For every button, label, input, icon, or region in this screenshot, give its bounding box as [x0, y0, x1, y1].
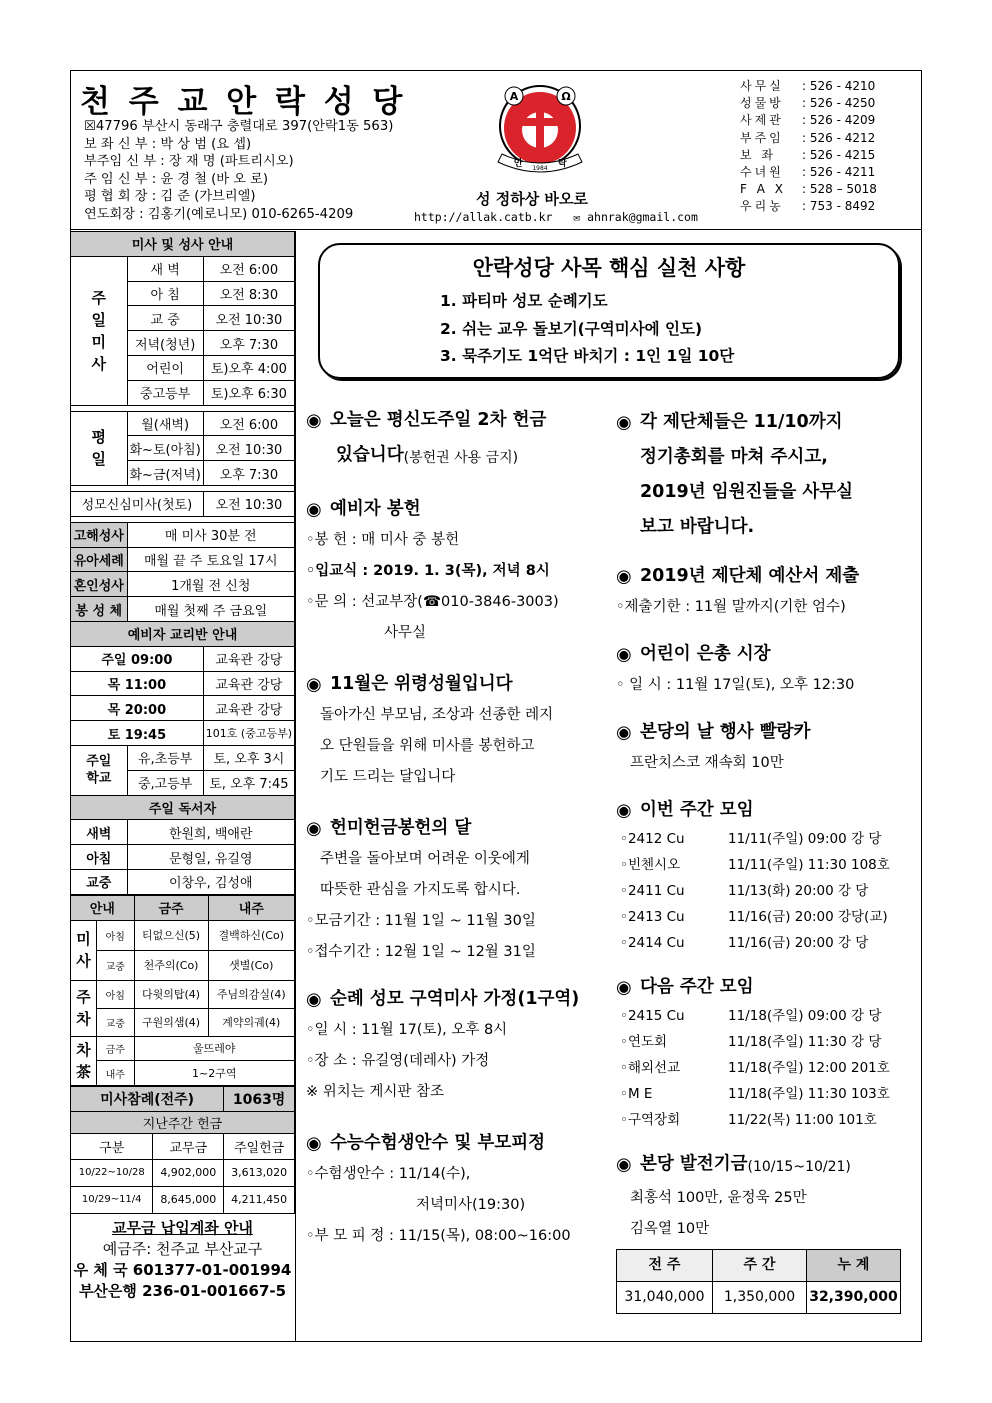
- notice-line: ◦장 소 : 유길영(데레사) 가정: [306, 1053, 490, 1069]
- notice-line: 최홍석 100만, 윤정욱 25만: [630, 1190, 807, 1206]
- phone-row: 수녀원 : 526 - 4211: [740, 165, 876, 180]
- bullet-icon: ◉: [616, 412, 632, 433]
- notice-line: ◦입교식 : 2019. 1. 3(목), 저녁 8시: [306, 563, 550, 579]
- phone-row: 성물방 : 526 - 4250: [740, 96, 876, 111]
- catechumen-title: 예비자 교리반 안내: [71, 621, 295, 646]
- bullet-icon: ◉: [306, 818, 322, 839]
- bullet-icon: ◉: [616, 566, 632, 587]
- notice-line: ◦수험생안수 : 11/14(수),: [306, 1166, 471, 1182]
- phone-row: 사무실 : 526 - 4210: [740, 79, 876, 93]
- bullet-icon: ◉: [306, 410, 322, 431]
- priorities-title: 안락성당 사목 핵심 실천 사항: [472, 256, 746, 280]
- meeting-row: ◦2412 Cu 11/11(주일) 09:00 강 당: [620, 831, 882, 847]
- address-block: [84, 118, 393, 224]
- phone-row: F A X : 528 – 5018: [740, 182, 877, 197]
- notice-heading: ◉ 수능수험생안수 및 부모피정: [306, 1128, 608, 1159]
- notice-line: ◦봉 헌 : 매 미사 중 봉헌: [306, 532, 460, 548]
- bullet-icon: ◉: [306, 1133, 322, 1154]
- notice-line: ◦접수기간 : 12월 1일 ~ 12월 31일: [306, 944, 536, 960]
- notice-heading: ◉ 오늘은 평신도주일 2차 헌금: [306, 405, 608, 436]
- header: [70, 70, 922, 230]
- mass-schedule-table: 미사 및 성사 안내 주 일 미 사 새 벽 오전 6:00 아 침 오전 8:30 교 중 오전 10:30 저녁(청년) 오후 7:30 어린이 토)오후 4:00 중고등부 토)오후 6:30 평 일 월(새벽) 오전 6:00 화~토(아침) 오전 10:30 화~금(저녁) 오후 7:30 성모신심미사(첫토) 오전 10:30 고해성사 매 미사 30분 전 유아세례 매월 끝 주 토요일 17시 혼인성사 1개월 전 신청 봉 성 체 매월 첫째 주 금요일 예비자 교리반 안내 주일 09:00 교육관 강당 목 11:00 교육관 강당 목 20:00 교육관 강당 토 19:45 101호 (중고등부) 주일 학교 유,초등부 토, 오후 3시 중,고등부 토, 오후 7:45 주일 독서자 새벽 한원희, 백애란 아침 문형일, 유길영 교중 이창우, 김성애: [70, 231, 295, 895]
- phone-row: 보 좌 : 526 - 4215: [740, 147, 876, 162]
- omega-mark: Ω: [561, 90, 571, 103]
- meeting-row: ◦연도회 11/18(주일) 11:30 강 당: [620, 1034, 882, 1050]
- notice-line: 저녁미사(19:30): [416, 1197, 526, 1213]
- notice-heading: ◉ 헌미헌금봉헌의 달: [306, 813, 608, 844]
- bullet-icon: ◉: [616, 1154, 632, 1175]
- notice-line: ※ 위치는 게시판 참조: [306, 1084, 445, 1100]
- notice-heading: ◉ 2019년 제단체 예산서 제출: [616, 561, 912, 592]
- phone-row: 사제관 : 526 - 4209: [740, 113, 876, 128]
- meeting-row: ◦구역장회 11/22(목) 11:00 101호: [620, 1112, 877, 1128]
- address-line: 보 좌 신 부 : 박 상 범 (요 셉): [84, 136, 252, 152]
- notice-line: ◦일 시 : 11월 17(토), 오후 8시: [306, 1022, 508, 1038]
- meeting-row: ◦빈첸시오 11/11(주일) 11:30 108호: [620, 857, 890, 873]
- notice-line: 따뜻한 관심을 가지도록 합시다.: [320, 882, 521, 898]
- notice-line: ◦문 의 : 선교부장(☎010-3846-3003): [306, 594, 559, 610]
- notice-heading: ◉ 어린이 은총 시장: [616, 639, 912, 670]
- account-line: 부산은행 236-01-001667-5: [78, 1281, 287, 1300]
- phone-row: 우리농 : 753 - 8492: [740, 199, 876, 214]
- notice-line: 사무실: [384, 625, 427, 641]
- right-column: [616, 405, 912, 1314]
- meeting-list: [616, 1003, 912, 1133]
- account-line: 예금주: 천주교 부산교구: [102, 1239, 263, 1258]
- bullet-icon: ◉: [306, 674, 322, 695]
- phone-row: 부주임 : 526 - 4212: [740, 130, 876, 145]
- notice-line: 기도 드리는 달입니다: [320, 769, 456, 785]
- address-line: 주 임 신 부 : 윤 경 철 (바 오 로): [84, 171, 269, 187]
- address-line: 평 협 회 장 : 김 준 (가브리엘): [84, 189, 256, 205]
- priority-item: 1. 파티마 성모 순례기도: [440, 292, 608, 310]
- address-line: 부주임 신 부 : 장 재 명 (파트리시오): [84, 154, 294, 170]
- notice-line: ◦부 모 피 정 : 11/15(목), 08:00~16:00: [306, 1228, 571, 1244]
- guide-tea-label: 차 茶: [71, 1036, 97, 1086]
- meeting-row: ◦해외선교 11/18(주일) 12:00 201호: [620, 1060, 890, 1076]
- notice-heading: ◉ 11월은 위령성월입니다: [306, 669, 608, 700]
- bullet-icon: ◉: [306, 989, 322, 1010]
- meeting-row: ◦2411 Cu 11/13(화) 20:00 강 당: [620, 883, 869, 899]
- sunday-label: 주 일 미 사: [71, 256, 128, 405]
- bullet-icon: ◉: [616, 977, 632, 998]
- guide-mass-label: 미 사: [71, 920, 97, 980]
- attendance-label: 미사참례(전주): [71, 1087, 224, 1112]
- meeting-list: [616, 826, 912, 956]
- contact-links: [414, 210, 698, 224]
- priority-item: 2. 쉬는 교우 돌보기(구역미사에 인도): [440, 319, 703, 338]
- homepage-link[interactable]: http://allak.catb.kr: [414, 210, 553, 224]
- bullet-icon: ◉: [616, 644, 632, 665]
- account-title: 교무금 납입계좌 안내: [112, 1218, 253, 1237]
- email-link[interactable]: ✉ ahnrak@gmail.com: [573, 210, 698, 224]
- bullet-icon: ◉: [306, 499, 322, 520]
- account-info: [70, 1218, 295, 1302]
- patron-saint: 성 정하상 바오로: [476, 190, 588, 208]
- logo-text: 안: [514, 159, 523, 169]
- bullet-icon: ◉: [616, 800, 632, 821]
- offering-table: 미사참례(전주) 1063명 지난주간 헌금 구분 교무금 주일헌금 10/22~10/28 4,902,000 3,613,020 10/29~11/4 8,645,000 4,211,450: [70, 1086, 295, 1214]
- notice-line: 돌아가신 부모님, 조상과 선종한 레지: [320, 707, 554, 723]
- notice-line: 프란치스코 재속회 10만: [630, 755, 784, 771]
- logo-year: 1984: [532, 165, 548, 172]
- notice-line: ◦ 일 시 : 11월 17일(토), 오후 12:30: [616, 677, 855, 693]
- logo-text: 락: [558, 159, 567, 169]
- notice-heading: ◉ 다음 주간 모임: [616, 972, 912, 1003]
- weekday-label: 평 일: [71, 411, 128, 485]
- notice-heading: ◉ 예비자 봉헌: [306, 494, 608, 525]
- readers-title: 주일 독서자: [71, 795, 295, 820]
- address-line: 연도회장 : 김홍기(예로니모) 010-6265-4209: [84, 206, 354, 222]
- notice-line: 주변을 돌아보며 어려운 이웃에게: [320, 851, 530, 867]
- bullet-icon: ◉: [616, 722, 632, 743]
- attendance-value: 1063명: [224, 1087, 295, 1112]
- notice-heading: ◉ 순례 성모 구역미사 가정(1구역): [306, 984, 608, 1015]
- notice-line: ◦제출기한 : 11월 말까지(기한 엄수): [616, 599, 846, 615]
- notice-line: 김옥열 10만: [630, 1221, 710, 1237]
- first-saturday-mass: 성모신심미사(첫토): [71, 491, 204, 516]
- alpha-mark: A: [509, 90, 519, 103]
- pastoral-priorities-box: [318, 243, 900, 379]
- meeting-row: ◦M E 11/18(주일) 11:30 103호: [620, 1086, 890, 1102]
- mass-schedule-title: 미사 및 성사 안내: [71, 232, 295, 257]
- priority-item: 3. 묵주기도 1억단 바치기 : 1인 1일 10단: [440, 347, 735, 365]
- meeting-row: ◦2414 Cu 11/16(금) 20:00 강 당: [620, 935, 869, 951]
- parish-logo-icon: [490, 78, 590, 178]
- development-fund-table: 전 주 주 간 누 계 31,040,000 1,350,000 32,390,000: [616, 1249, 901, 1314]
- guide-parking-label: 주 차: [71, 980, 97, 1036]
- guide-table: 안내 금주 내주 미 사 아침 티없으신(5) 결백하신(Co) 교중 천주의(Co) 샛별(Co) 주 차 아침 다윗의탑(4) 주님의감실(4) 교중 구원의샘(4) 계약의궤(4) 차 茶 금주 울뜨레야 내주 1~2구역: [70, 895, 295, 1086]
- sunday-school-label: 주일 학교: [71, 745, 128, 795]
- sidebar: [70, 231, 296, 1342]
- phone-list: [740, 78, 877, 216]
- meeting-row: ◦2413 Cu 11/16(금) 20:00 강당(교): [620, 909, 888, 925]
- meeting-row: ◦2415 Cu 11/18(주일) 09:00 강 당: [620, 1008, 882, 1024]
- notice-heading: ◉ 각 제단체들은 11/10까지 정기총회를 마쳐 주시고, 2019년 임원진들을 사무실 보고 바랍니다.: [616, 405, 912, 545]
- left-column: ◉ 오늘은 평신도주일 2차 헌금 있습니다 (봉헌권 사용 금지) ◉ 예비자 봉헌 ◦봉 헌 : 매 미사 중 봉헌 ◦입교식 : 2019. 1. 3(목), 저녁 8시 ◦문 의 : 선교부장(☎010-3846-3003) 사무실 ◉ 11월은 위령성월입니다 돌아가신 부모님, 조상과 선종한 레지 오 단원들을 위해 미사를 봉헌하고 기도 드리는 달입니다 ◉ 헌미헌금봉헌의 달 주변을 돌아보며 어려운 이웃에게 따뜻한 관심을 가지도록 합시다. ◦모금기간 : 11월 1일 ~ 11월 30일 ◦접수기간 : 12월 1일 ~ 12월 31일 ◉ 순례 성모 구역미사 가정(1구역) ◦일 시 : 11월 17(토), 오후 8시 ◦장 소 : 유길영(데레사) 가정 ※ 위치는 게시판 참조 ◉ 수능수험생안수 및 부모피정 ◦수험생안수 : 11/14(수), 저녁미사(19:30) ◦부 모 피 정 : 11/15(목), 08:00~16:00: [306, 405, 608, 1252]
- priorities-list: [440, 288, 898, 371]
- address-line: ☒47796 부산시 동래구 충렬대로 397(안락1동 563): [84, 119, 394, 134]
- notice-line: 오 단원들을 위해 미사를 봉헌하고: [320, 738, 535, 754]
- account-line: 우 체 국 601377-01-001994: [73, 1260, 292, 1279]
- notice-heading: ◉ 본당의 날 행사 빨랑카: [616, 717, 912, 748]
- notice-heading: ◉ 본당 발전기금 (10/15~10/21): [616, 1149, 912, 1183]
- parish-title: 천 주 교 안 락 성 당: [80, 84, 407, 120]
- notice-line: ◦모금기간 : 11월 1일 ~ 11월 30일: [306, 913, 536, 929]
- notice-heading: ◉ 이번 주간 모임: [616, 795, 912, 826]
